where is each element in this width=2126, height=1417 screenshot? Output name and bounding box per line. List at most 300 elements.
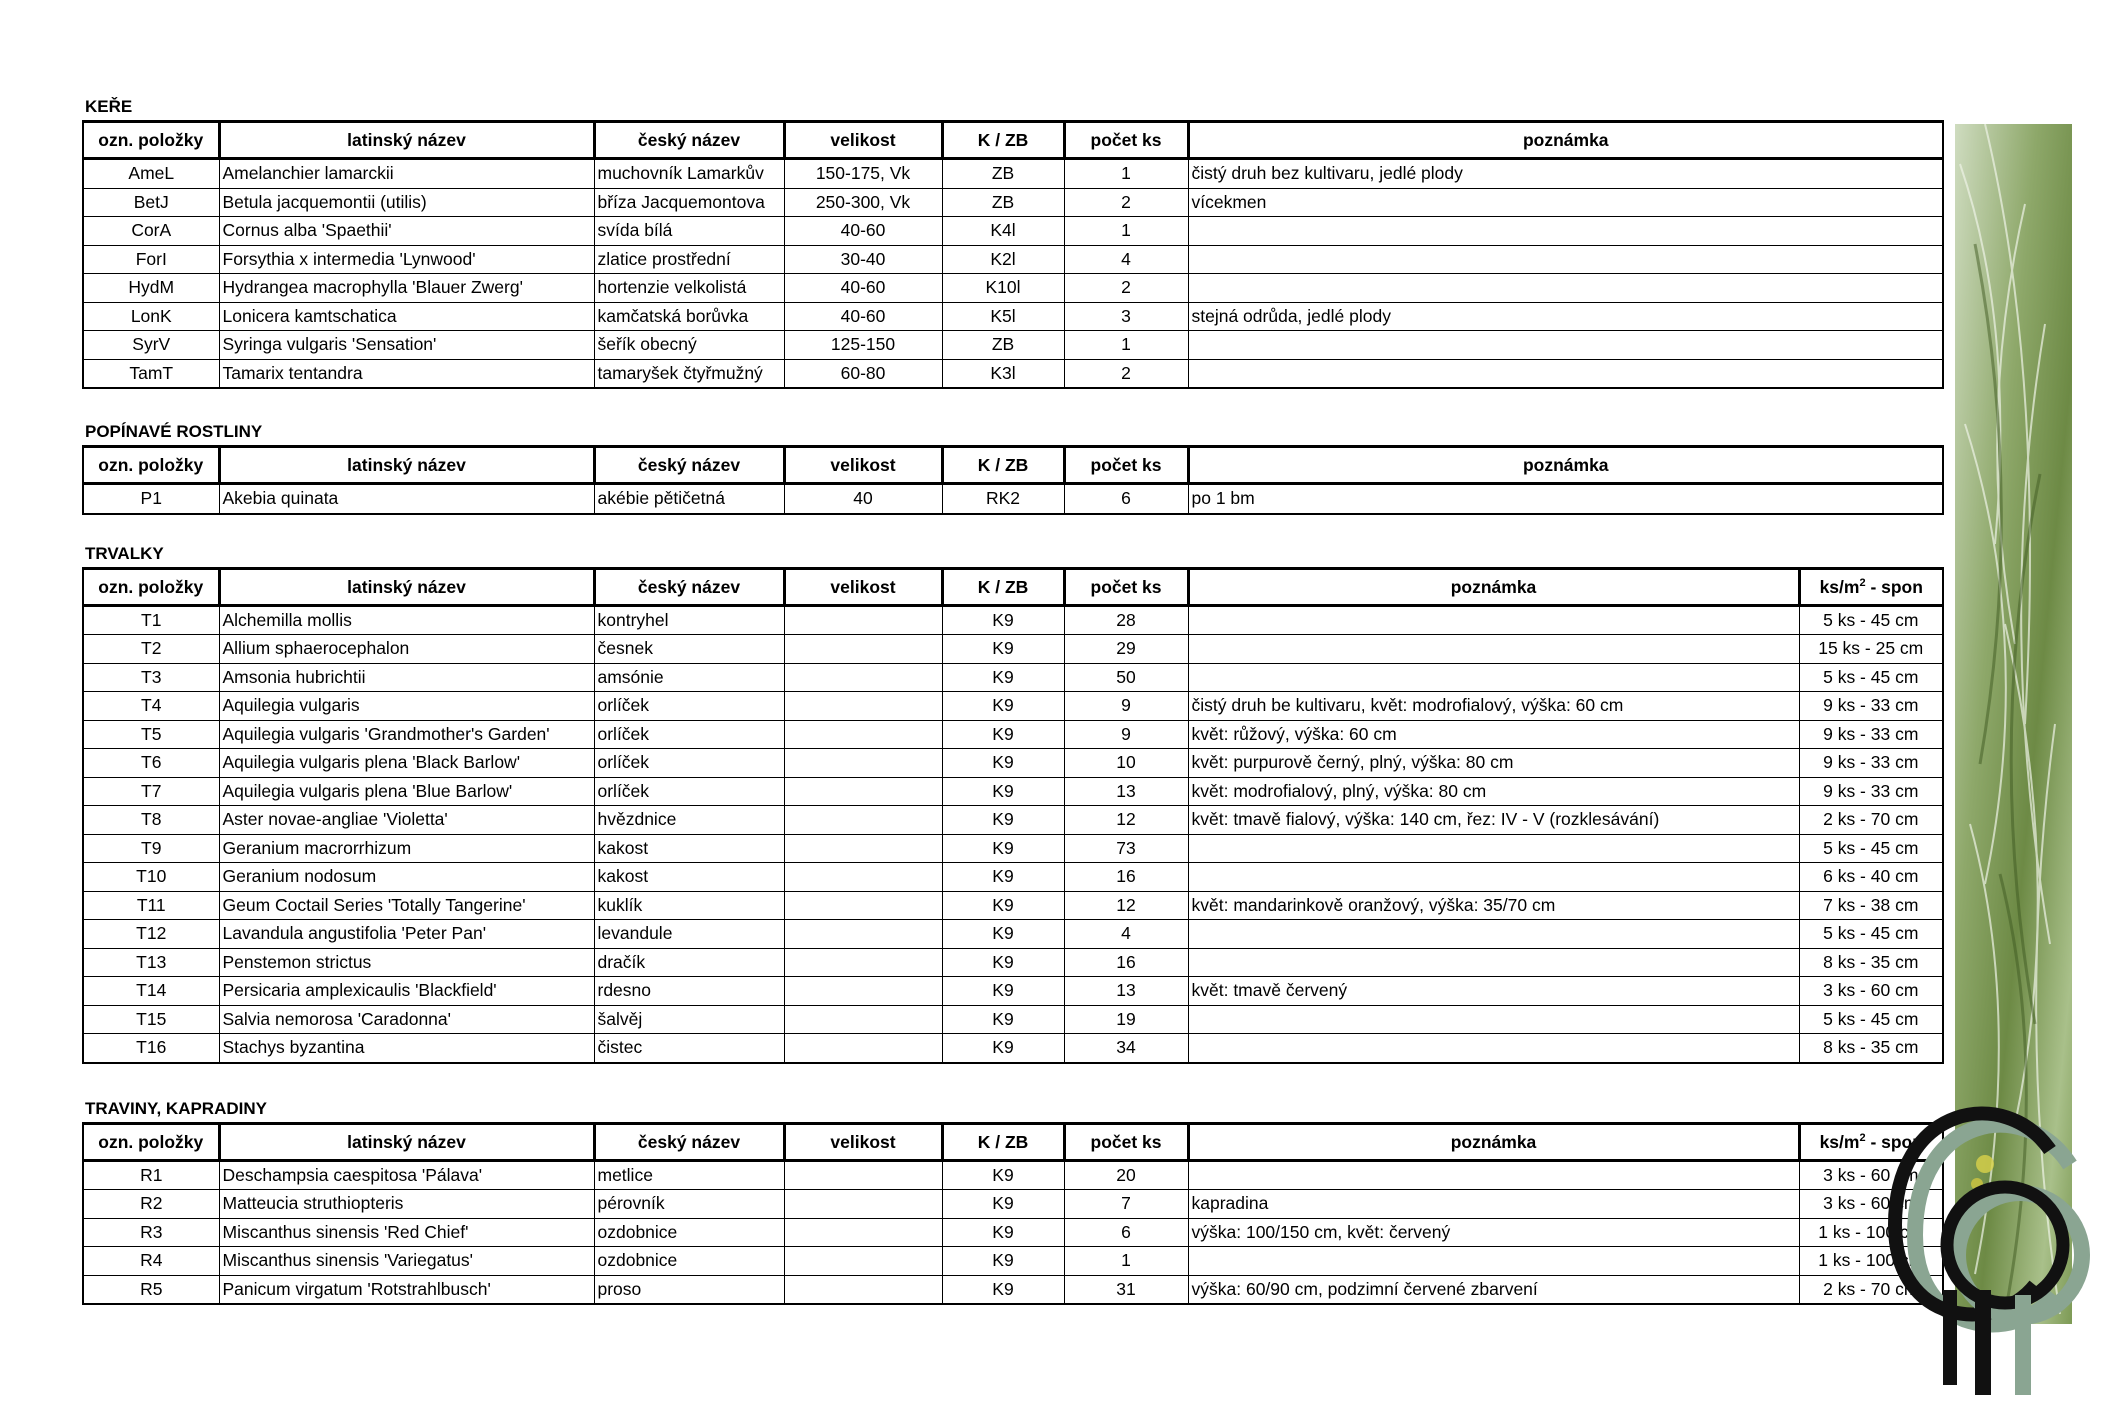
cell-size: 40-60 bbox=[784, 217, 942, 246]
col-header-note: poznámka bbox=[1188, 568, 1799, 605]
col-header-spon: $ks/m^2$ - spon bbox=[1799, 1123, 1943, 1160]
table-row bbox=[83, 159, 1943, 189]
cell-note bbox=[1188, 663, 1799, 692]
cell-spacing: 8 ks - 35 cm bbox=[1799, 948, 1943, 977]
cell-note: květ: tmavě fialový, výška: 140 cm, řez: IV - V (rozklesávání) bbox=[1188, 806, 1799, 835]
cell-kzb: K9 bbox=[942, 1160, 1064, 1190]
cell-id: HydM bbox=[83, 274, 219, 303]
table-row bbox=[83, 749, 1943, 778]
cell-kzb: K5l bbox=[942, 302, 1064, 331]
cell-kzb: K2l bbox=[942, 245, 1064, 274]
cell-size bbox=[784, 1247, 942, 1276]
cell-id: T9 bbox=[83, 834, 219, 863]
cell-id: T4 bbox=[83, 692, 219, 721]
cell-latin-name: Matteucia struthiopteris bbox=[219, 1190, 594, 1219]
cell-czech-name: svída bílá bbox=[594, 217, 784, 246]
cell-size: 40 bbox=[784, 484, 942, 514]
cell-czech-name: kamčatská borůvka bbox=[594, 302, 784, 331]
cell-czech-name: orlíček bbox=[594, 692, 784, 721]
table-row bbox=[83, 484, 1943, 514]
cell-czech-name: šeřík obecný bbox=[594, 331, 784, 360]
cell-czech-name: rdesno bbox=[594, 977, 784, 1006]
cell-spacing: 1 ks - 100 cm bbox=[1799, 1247, 1943, 1276]
cell-czech-name: kakost bbox=[594, 863, 784, 892]
table-row bbox=[83, 863, 1943, 892]
col-header-note: poznámka bbox=[1188, 122, 1943, 159]
cell-count: 2 bbox=[1064, 188, 1188, 217]
table-header-row bbox=[83, 568, 1943, 605]
cell-spacing: 8 ks - 35 cm bbox=[1799, 1034, 1943, 1063]
cell-kzb: K9 bbox=[942, 920, 1064, 949]
cell-latin-name: Hydrangea macrophylla 'Blauer Zwerg' bbox=[219, 274, 594, 303]
cell-latin-name: Akebia quinata bbox=[219, 484, 594, 514]
cell-spacing: 3 ks - 60 cm bbox=[1799, 1190, 1943, 1219]
cell-size bbox=[784, 663, 942, 692]
cell-size bbox=[784, 1034, 942, 1063]
cell-latin-name: Panicum virgatum 'Rotstrahlbusch' bbox=[219, 1275, 594, 1304]
cell-czech-name: kakost bbox=[594, 834, 784, 863]
table-row bbox=[83, 977, 1943, 1006]
col-header-czech: český název bbox=[594, 447, 784, 484]
col-header-count: počet ks bbox=[1064, 122, 1188, 159]
cell-count: 12 bbox=[1064, 806, 1188, 835]
table-trvalky bbox=[82, 567, 1944, 1064]
cell-spacing: 5 ks - 45 cm bbox=[1799, 605, 1943, 635]
cell-latin-name: Alchemilla mollis bbox=[219, 605, 594, 635]
table-row bbox=[83, 635, 1943, 664]
cell-id: P1 bbox=[83, 484, 219, 514]
cell-latin-name: Tamarix tentandra bbox=[219, 359, 594, 388]
cell-czech-name: amsónie bbox=[594, 663, 784, 692]
cell-count: 10 bbox=[1064, 749, 1188, 778]
cell-count: 20 bbox=[1064, 1160, 1188, 1190]
cell-id: AmeL bbox=[83, 159, 219, 189]
table-row bbox=[83, 948, 1943, 977]
cell-czech-name: orlíček bbox=[594, 720, 784, 749]
cell-kzb: K9 bbox=[942, 1247, 1064, 1276]
cell-note bbox=[1188, 359, 1943, 388]
table-row bbox=[83, 1005, 1943, 1034]
cell-count: 19 bbox=[1064, 1005, 1188, 1034]
cell-size bbox=[784, 1190, 942, 1219]
cell-note: květ: tmavě červený bbox=[1188, 977, 1799, 1006]
cell-kzb: ZB bbox=[942, 188, 1064, 217]
cell-czech-name: proso bbox=[594, 1275, 784, 1304]
cell-note: kapradina bbox=[1188, 1190, 1799, 1219]
cell-kzb: K9 bbox=[942, 863, 1064, 892]
cell-note: stejná odrůda, jedlé plody bbox=[1188, 302, 1943, 331]
cell-czech-name: ozdobnice bbox=[594, 1218, 784, 1247]
cell-count: 16 bbox=[1064, 948, 1188, 977]
table-row bbox=[83, 1275, 1943, 1304]
col-header-id: ozn. položky bbox=[83, 122, 219, 159]
col-header-latin: latinský název bbox=[219, 122, 594, 159]
table-row bbox=[83, 217, 1943, 246]
cell-spacing: 1 ks - 100 cm bbox=[1799, 1218, 1943, 1247]
table-header-row bbox=[83, 122, 1943, 159]
table-row bbox=[83, 188, 1943, 217]
cell-spacing: 6 ks - 40 cm bbox=[1799, 863, 1943, 892]
cell-count: 1 bbox=[1064, 1247, 1188, 1276]
cell-kzb: K10l bbox=[942, 274, 1064, 303]
col-header-kzb: K / ZB bbox=[942, 122, 1064, 159]
cell-czech-name: dračík bbox=[594, 948, 784, 977]
cell-note: květ: mandarinkově oranžový, výška: 35/70 cm bbox=[1188, 891, 1799, 920]
cell-latin-name: Cornus alba 'Spaethii' bbox=[219, 217, 594, 246]
cell-id: T11 bbox=[83, 891, 219, 920]
table-row bbox=[83, 605, 1943, 635]
table-row bbox=[83, 274, 1943, 303]
cell-count: 34 bbox=[1064, 1034, 1188, 1063]
cell-size bbox=[784, 920, 942, 949]
cell-czech-name: tamaryšek čtyřmužný bbox=[594, 359, 784, 388]
cell-latin-name: Persicaria amplexicaulis 'Blackfield' bbox=[219, 977, 594, 1006]
table-row bbox=[83, 692, 1943, 721]
cell-count: 4 bbox=[1064, 920, 1188, 949]
cell-czech-name: orlíček bbox=[594, 777, 784, 806]
cell-kzb: K4l bbox=[942, 217, 1064, 246]
cell-note bbox=[1188, 1034, 1799, 1063]
cell-size bbox=[784, 1275, 942, 1304]
col-header-czech: český název bbox=[594, 122, 784, 159]
cell-latin-name: Miscanthus sinensis 'Variegatus' bbox=[219, 1247, 594, 1276]
cell-size bbox=[784, 891, 942, 920]
cell-size: 150-175, Vk bbox=[784, 159, 942, 189]
cell-size bbox=[784, 605, 942, 635]
cell-czech-name: levandule bbox=[594, 920, 784, 949]
cell-kzb: K9 bbox=[942, 749, 1064, 778]
cell-latin-name: Lonicera kamtschatica bbox=[219, 302, 594, 331]
cell-kzb: K9 bbox=[942, 977, 1064, 1006]
cell-count: 28 bbox=[1064, 605, 1188, 635]
cell-spacing: 3 ks - 60 cm bbox=[1799, 977, 1943, 1006]
table-row bbox=[83, 891, 1943, 920]
cell-size bbox=[784, 635, 942, 664]
cell-size bbox=[784, 863, 942, 892]
cell-czech-name: akébie pětičetná bbox=[594, 484, 784, 514]
cell-id: T10 bbox=[83, 863, 219, 892]
cell-id: CorA bbox=[83, 217, 219, 246]
cell-kzb: K9 bbox=[942, 692, 1064, 721]
table-row bbox=[83, 1247, 1943, 1276]
cell-id: LonK bbox=[83, 302, 219, 331]
cell-size bbox=[784, 1005, 942, 1034]
cell-note bbox=[1188, 920, 1799, 949]
cell-latin-name: Aquilegia vulgaris plena 'Blue Barlow' bbox=[219, 777, 594, 806]
section-title-kere: KEŘE bbox=[85, 97, 133, 116]
cell-note bbox=[1188, 605, 1799, 635]
cell-kzb: K9 bbox=[942, 1190, 1064, 1219]
cell-count: 6 bbox=[1064, 484, 1188, 514]
cell-kzb: ZB bbox=[942, 159, 1064, 189]
table-row bbox=[83, 1218, 1943, 1247]
col-header-spon: $ks/m^2$ - spon bbox=[1799, 568, 1943, 605]
table-popinave bbox=[82, 445, 1944, 515]
cell-latin-name: Betula jacquemontii (utilis) bbox=[219, 188, 594, 217]
cell-count: 7 bbox=[1064, 1190, 1188, 1219]
table-row bbox=[83, 1190, 1943, 1219]
table-row bbox=[83, 359, 1943, 388]
cell-count: 12 bbox=[1064, 891, 1188, 920]
cell-czech-name: čistec bbox=[594, 1034, 784, 1063]
col-header-latin: latinský název bbox=[219, 568, 594, 605]
table-row bbox=[83, 777, 1943, 806]
cell-note bbox=[1188, 217, 1943, 246]
table-row bbox=[83, 834, 1943, 863]
table-row bbox=[83, 806, 1943, 835]
cell-spacing: 2 ks - 70 cm bbox=[1799, 1275, 1943, 1304]
table-row bbox=[83, 245, 1943, 274]
cell-spacing: 9 ks - 33 cm bbox=[1799, 720, 1943, 749]
cell-latin-name: Geum Coctail Series 'Totally Tangerine' bbox=[219, 891, 594, 920]
cell-czech-name: ozdobnice bbox=[594, 1247, 784, 1276]
cell-id: R1 bbox=[83, 1160, 219, 1190]
cell-note bbox=[1188, 1160, 1799, 1190]
cell-czech-name: pérovník bbox=[594, 1190, 784, 1219]
cell-kzb: K9 bbox=[942, 1005, 1064, 1034]
col-header-size: velikost bbox=[784, 122, 942, 159]
cell-note bbox=[1188, 274, 1943, 303]
cell-size bbox=[784, 834, 942, 863]
cell-count: 13 bbox=[1064, 777, 1188, 806]
cell-czech-name: metlice bbox=[594, 1160, 784, 1190]
cell-count: 16 bbox=[1064, 863, 1188, 892]
cell-note bbox=[1188, 948, 1799, 977]
cell-id: T7 bbox=[83, 777, 219, 806]
col-header-count: počet ks bbox=[1064, 447, 1188, 484]
cell-id: R4 bbox=[83, 1247, 219, 1276]
cell-kzb: K9 bbox=[942, 1275, 1064, 1304]
col-header-id: ozn. položky bbox=[83, 1123, 219, 1160]
cell-latin-name: Aquilegia vulgaris plena 'Black Barlow' bbox=[219, 749, 594, 778]
cell-kzb: K9 bbox=[942, 605, 1064, 635]
cell-latin-name: Syringa vulgaris 'Sensation' bbox=[219, 331, 594, 360]
cell-kzb: K9 bbox=[942, 635, 1064, 664]
cell-czech-name: kontryhel bbox=[594, 605, 784, 635]
cell-note: výška: 100/150 cm, květ: červený bbox=[1188, 1218, 1799, 1247]
cell-id: T2 bbox=[83, 635, 219, 664]
cell-count: 6 bbox=[1064, 1218, 1188, 1247]
cell-kzb: K9 bbox=[942, 834, 1064, 863]
cell-count: 1 bbox=[1064, 159, 1188, 189]
cell-latin-name: Aquilegia vulgaris bbox=[219, 692, 594, 721]
cell-id: BetJ bbox=[83, 188, 219, 217]
cell-size: 60-80 bbox=[784, 359, 942, 388]
cell-latin-name: Aquilegia vulgaris 'Grandmother's Garden' bbox=[219, 720, 594, 749]
col-header-kzb: K / ZB bbox=[942, 447, 1064, 484]
cell-spacing: 9 ks - 33 cm bbox=[1799, 777, 1943, 806]
cell-id: R5 bbox=[83, 1275, 219, 1304]
section-title-traviny: TRAVINY, KAPRADINY bbox=[85, 1098, 267, 1118]
cell-size bbox=[784, 749, 942, 778]
cell-count: 9 bbox=[1064, 692, 1188, 721]
cell-note: květ: růžový, výška: 60 cm bbox=[1188, 720, 1799, 749]
cell-czech-name: zlatice prostřední bbox=[594, 245, 784, 274]
cell-latin-name: Amelanchier lamarckii bbox=[219, 159, 594, 189]
cell-czech-name: bříza Jacquemontova bbox=[594, 188, 784, 217]
cell-latin-name: Penstemon strictus bbox=[219, 948, 594, 977]
cell-latin-name: Geranium macrorrhizum bbox=[219, 834, 594, 863]
col-header-size: velikost bbox=[784, 1123, 942, 1160]
cell-kzb: RK2 bbox=[942, 484, 1064, 514]
cell-count: 2 bbox=[1064, 274, 1188, 303]
col-header-count: počet ks bbox=[1064, 1123, 1188, 1160]
cell-czech-name: česnek bbox=[594, 635, 784, 664]
cell-note: po 1 bm bbox=[1188, 484, 1943, 514]
cell-size bbox=[784, 692, 942, 721]
cell-id: T1 bbox=[83, 605, 219, 635]
cell-count: 9 bbox=[1064, 720, 1188, 749]
cell-kzb: K9 bbox=[942, 663, 1064, 692]
cell-spacing: 2 ks - 70 cm bbox=[1799, 806, 1943, 835]
cell-kzb: K9 bbox=[942, 777, 1064, 806]
cell-kzb: K9 bbox=[942, 720, 1064, 749]
cell-czech-name: hvězdnice bbox=[594, 806, 784, 835]
cell-kzb: K9 bbox=[942, 948, 1064, 977]
cell-kzb: K9 bbox=[942, 1034, 1064, 1063]
cell-czech-name: šalvěj bbox=[594, 1005, 784, 1034]
cell-note: vícekmen bbox=[1188, 188, 1943, 217]
cell-count: 1 bbox=[1064, 217, 1188, 246]
cell-count: 13 bbox=[1064, 977, 1188, 1006]
cell-spacing: 3 ks - 60 cm bbox=[1799, 1160, 1943, 1190]
cell-count: 50 bbox=[1064, 663, 1188, 692]
cell-size: 40-60 bbox=[784, 302, 942, 331]
cell-size: 40-60 bbox=[784, 274, 942, 303]
col-header-latin: latinský název bbox=[219, 1123, 594, 1160]
cell-id: T3 bbox=[83, 663, 219, 692]
cell-id: T12 bbox=[83, 920, 219, 949]
cell-kzb: K9 bbox=[942, 806, 1064, 835]
table-row bbox=[83, 920, 1943, 949]
cell-count: 2 bbox=[1064, 359, 1188, 388]
col-header-kzb: K / ZB bbox=[942, 568, 1064, 605]
cell-czech-name: orlíček bbox=[594, 749, 784, 778]
cell-id: TamT bbox=[83, 359, 219, 388]
cell-size bbox=[784, 1160, 942, 1190]
cell-kzb: K3l bbox=[942, 359, 1064, 388]
cell-latin-name: Deschampsia caespitosa 'Pálava' bbox=[219, 1160, 594, 1190]
cell-note bbox=[1188, 863, 1799, 892]
cell-id: ForI bbox=[83, 245, 219, 274]
cell-note: čistý druh be kultivaru, květ: modrofialový, výška: 60 cm bbox=[1188, 692, 1799, 721]
cell-czech-name: muchovník Lamarkův bbox=[594, 159, 784, 189]
cell-spacing: 5 ks - 45 cm bbox=[1799, 834, 1943, 863]
table-row bbox=[83, 720, 1943, 749]
table-row bbox=[83, 302, 1943, 331]
cell-note bbox=[1188, 635, 1799, 664]
cell-spacing: 5 ks - 45 cm bbox=[1799, 663, 1943, 692]
col-header-latin: latinský název bbox=[219, 447, 594, 484]
cell-latin-name: Lavandula angustifolia 'Peter Pan' bbox=[219, 920, 594, 949]
cell-count: 73 bbox=[1064, 834, 1188, 863]
cell-spacing: 7 ks - 38 cm bbox=[1799, 891, 1943, 920]
cell-id: T15 bbox=[83, 1005, 219, 1034]
cell-latin-name: Amsonia hubrichtii bbox=[219, 663, 594, 692]
col-header-czech: český název bbox=[594, 568, 784, 605]
cell-id: R2 bbox=[83, 1190, 219, 1219]
cell-id: T6 bbox=[83, 749, 219, 778]
cell-kzb: ZB bbox=[942, 331, 1064, 360]
cell-id: R3 bbox=[83, 1218, 219, 1247]
section-title-popinave: POPÍNAVÉ ROSTLINY bbox=[85, 422, 263, 441]
cell-id: T8 bbox=[83, 806, 219, 835]
cell-count: 29 bbox=[1064, 635, 1188, 664]
cell-note: květ: purpurově černý, plný, výška: 80 cm bbox=[1188, 749, 1799, 778]
cell-id: T16 bbox=[83, 1034, 219, 1063]
section-title-trvalky: TRVALKY bbox=[85, 543, 164, 563]
cell-count: 31 bbox=[1064, 1275, 1188, 1304]
cell-note bbox=[1188, 331, 1943, 360]
company-logo bbox=[1855, 1105, 2115, 1405]
cell-spacing: 5 ks - 45 cm bbox=[1799, 920, 1943, 949]
cell-note bbox=[1188, 245, 1943, 274]
cell-size: 250-300, Vk bbox=[784, 188, 942, 217]
cell-note bbox=[1188, 1005, 1799, 1034]
cell-latin-name: Forsythia x intermedia 'Lynwood' bbox=[219, 245, 594, 274]
cell-size bbox=[784, 720, 942, 749]
cell-spacing: 5 ks - 45 cm bbox=[1799, 1005, 1943, 1034]
cell-czech-name: hortenzie velkolistá bbox=[594, 274, 784, 303]
table-header-row bbox=[83, 447, 1943, 484]
cell-count: 3 bbox=[1064, 302, 1188, 331]
cell-latin-name: Geranium nodosum bbox=[219, 863, 594, 892]
col-header-id: ozn. položky bbox=[83, 447, 219, 484]
cell-id: T13 bbox=[83, 948, 219, 977]
cell-size: 125-150 bbox=[784, 331, 942, 360]
col-header-count: počet ks bbox=[1064, 568, 1188, 605]
cell-id: SyrV bbox=[83, 331, 219, 360]
col-header-czech: český název bbox=[594, 1123, 784, 1160]
cell-latin-name: Miscanthus sinensis 'Red Chief' bbox=[219, 1218, 594, 1247]
cell-latin-name: Salvia nemorosa 'Caradonna' bbox=[219, 1005, 594, 1034]
table-row bbox=[83, 1034, 1943, 1063]
cell-spacing: 9 ks - 33 cm bbox=[1799, 692, 1943, 721]
table-row bbox=[83, 663, 1943, 692]
col-header-size: velikost bbox=[784, 447, 942, 484]
cell-count: 4 bbox=[1064, 245, 1188, 274]
cell-count: 1 bbox=[1064, 331, 1188, 360]
cell-note bbox=[1188, 1247, 1799, 1276]
cell-spacing: 15 ks - 25 cm bbox=[1799, 635, 1943, 664]
col-header-note: poznámka bbox=[1188, 447, 1943, 484]
table-row bbox=[83, 1160, 1943, 1190]
cell-size bbox=[784, 948, 942, 977]
col-header-kzb: K / ZB bbox=[942, 1123, 1064, 1160]
cell-czech-name: kuklík bbox=[594, 891, 784, 920]
cell-spacing: 9 ks - 33 cm bbox=[1799, 749, 1943, 778]
col-header-size: velikost bbox=[784, 568, 942, 605]
cell-note: výška: 60/90 cm, podzimní červené zbarvení bbox=[1188, 1275, 1799, 1304]
col-header-id: ozn. položky bbox=[83, 568, 219, 605]
cell-kzb: K9 bbox=[942, 1218, 1064, 1247]
cell-size: 30-40 bbox=[784, 245, 942, 274]
cell-size bbox=[784, 977, 942, 1006]
cell-kzb: K9 bbox=[942, 891, 1064, 920]
cell-latin-name: Stachys byzantina bbox=[219, 1034, 594, 1063]
table-header-row bbox=[83, 1123, 1943, 1160]
cell-size bbox=[784, 1218, 942, 1247]
table-row bbox=[83, 331, 1943, 360]
plant-list-sheet bbox=[82, 96, 1942, 1305]
cell-size bbox=[784, 777, 942, 806]
cell-note: květ: modrofialový, plný, výška: 80 cm bbox=[1188, 777, 1799, 806]
cell-note: čistý druh bez kultivaru, jedlé plody bbox=[1188, 159, 1943, 189]
cell-id: T5 bbox=[83, 720, 219, 749]
cell-id: T14 bbox=[83, 977, 219, 1006]
col-header-note: poznámka bbox=[1188, 1123, 1799, 1160]
table-traviny bbox=[82, 1122, 1944, 1306]
